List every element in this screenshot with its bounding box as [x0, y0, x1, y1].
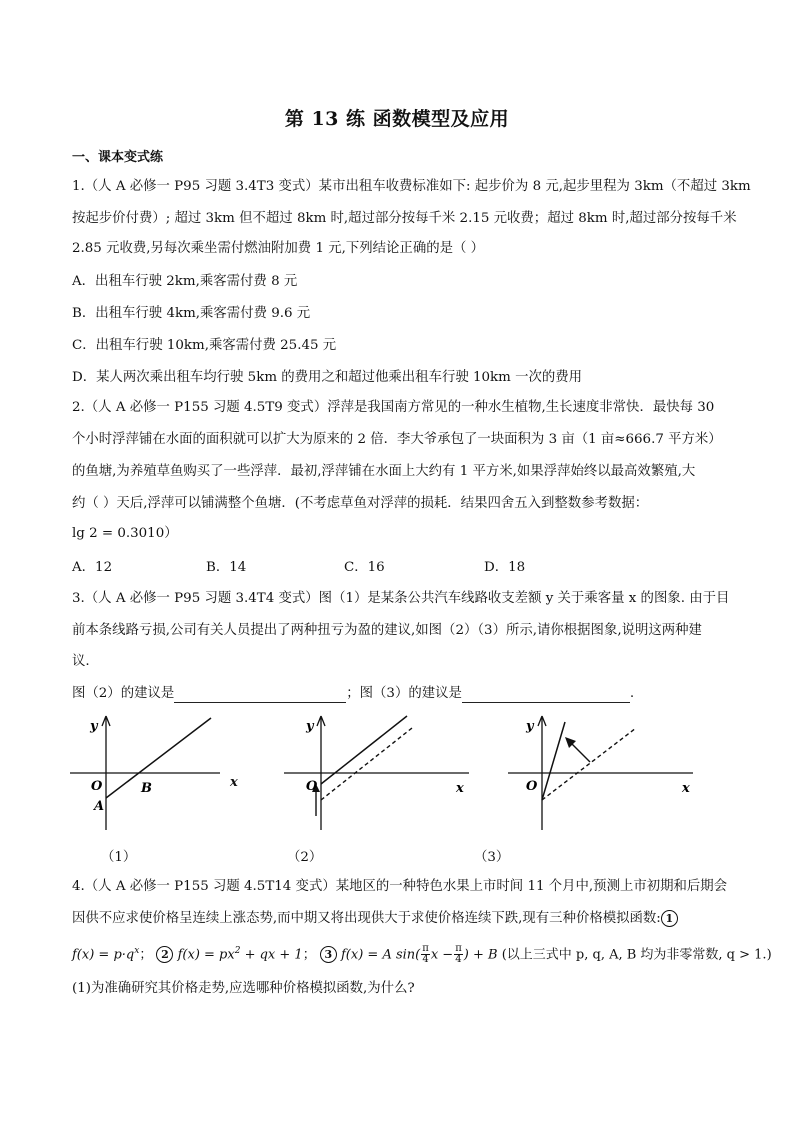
- fraction-numerator: π: [455, 943, 462, 955]
- q2-option-b: B．14: [206, 560, 247, 575]
- figure-1-caption: （1）: [101, 850, 137, 865]
- y-label: y: [306, 719, 314, 734]
- separator: ；: [302, 947, 316, 963]
- q2-line: 的鱼塘,为养殖草鱼购买了一些浮萍．最初,浮萍铺在水面上大约有 1 平方米,如果浮萍始终以最高效繁殖,大: [72, 464, 696, 479]
- figure-1-graph: [70, 712, 220, 837]
- circled-number-1: 1: [661, 910, 678, 927]
- formula-2-tail: + qx + 1: [240, 947, 303, 963]
- formula-3-head: f(x) = A sin(: [341, 947, 421, 963]
- q3-line: 议.: [72, 654, 90, 669]
- q1-option-b: B．出租车行驶 4km,乘客需付费 9.6 元: [72, 306, 311, 321]
- q1-option-c: C．出租车行驶 10km,乘客需付费 25.45 元: [72, 338, 337, 353]
- raised-line: [321, 716, 407, 784]
- q3-fill-end: .: [629, 686, 635, 701]
- formula-note: (以上三式中 p, q, A, B 均为非零常数, q > 1.): [501, 947, 772, 963]
- profit-line: [106, 718, 211, 798]
- q2-line: lg 2 = 0.3010）: [72, 526, 178, 541]
- q2-line: 个小时浮萍铺在水面的面积就可以扩大为原来的 2 倍．李大爷承包了一块面积为 3 亩（1 亩≈666.7 平方米）: [72, 432, 722, 447]
- circled-number-2: 2: [156, 946, 173, 963]
- q3-line: 前本条线路亏损,公司有关人员提出了两种扭亏为盈的建议,如图（2）（3）所示,请你根据图象,说明这两种建: [72, 623, 702, 638]
- q4-formula-line: [72, 942, 772, 965]
- q1-line: 1.（人 A 必修一 P95 习题 3.4T3 变式）某市出租车收费标准如下: 起步价为 8 元,起步里程为 3km（不超过 3km: [72, 179, 751, 194]
- origin-label: O: [306, 779, 318, 794]
- origin-label: O: [526, 779, 538, 794]
- page-title: 第 13 练 函数模型及应用: [284, 108, 510, 130]
- circled-number-3: 3: [320, 946, 337, 963]
- figure-3-graph: [508, 712, 693, 837]
- fraction-pi-over-4: [454, 944, 463, 965]
- figure-3-caption: （3）: [474, 850, 510, 865]
- q4-line: [72, 910, 678, 928]
- q2-line: 2.（人 A 必修一 P155 习题 4.5T9 变式）浮萍是我国南方常见的一种水生植物,生长速度非常快．最快每 30: [72, 400, 715, 415]
- formula-3-mid: x −: [430, 947, 454, 963]
- q3-fill-label-b: ；图（3）的建议是: [346, 686, 462, 701]
- formula-1-exponent: x: [134, 946, 140, 956]
- steep-line: [542, 722, 565, 800]
- q1-option-d: D．某人两次乘出租车均行驶 5km 的费用之和超过他乘出租车行驶 10km 一次的费用: [72, 370, 583, 385]
- q1-line: 2.85 元收费,另每次乘坐需付燃油附加费 1 元,下列结论正确的是（ ）: [72, 241, 485, 256]
- origin-label: O: [91, 779, 103, 794]
- q2-option-a: A．12: [72, 560, 113, 575]
- formula-2-exponent: 2: [234, 946, 241, 956]
- x-label: x: [456, 781, 464, 796]
- formula-1: f(x) = p·q: [72, 947, 135, 963]
- q3-answer-blank-a[interactable]: [174, 688, 346, 703]
- formula-3-tail: ) + B: [463, 947, 498, 963]
- q3-answer-blank-b[interactable]: [462, 688, 630, 703]
- separator: ；: [139, 947, 153, 963]
- figure-2-caption: （2）: [287, 850, 323, 865]
- q3-line: 3.（人 A 必修一 P95 习题 3.4T4 变式）图（1）是某条公共汽车线路收支差额 y 关于乘客量 x 的图象. 由于目: [72, 591, 730, 606]
- fraction-denominator: 4: [455, 954, 462, 966]
- y-label: y: [90, 719, 98, 734]
- x-label: x: [682, 781, 690, 796]
- figure-2-graph: [284, 712, 469, 837]
- point-a-label: A: [94, 799, 105, 814]
- q4-subquestion-1: (1)为准确研究其价格走势,应选哪种价格模拟函数,为什么?: [72, 981, 415, 996]
- section-heading: 一、课本变式练: [72, 150, 164, 165]
- x-label: x: [230, 775, 238, 790]
- point-b-label: B: [141, 781, 152, 796]
- q2-option-c: C．16: [344, 560, 385, 575]
- q4-line-text: 因供不应求使价格呈连续上涨态势,而中期又将出现供大于求使价格连续下跌,现有三种价格模拟函数:: [72, 911, 661, 926]
- q4-line: 4.（人 A 必修一 P155 习题 4.5T14 变式）某地区的一种特色水果上市时间 11 个月中,预测上市初期和后期会: [72, 879, 728, 894]
- q3-fill-label-a: 图（2）的建议是: [72, 686, 175, 701]
- formula-2: f(x) = px: [177, 947, 235, 963]
- fraction-pi-over-4: [421, 944, 430, 965]
- q3-fill-line: [72, 685, 634, 703]
- y-label: y: [526, 719, 534, 734]
- original-line: [321, 728, 412, 800]
- q2-line: 约（ ）天后,浮萍可以铺满整个鱼塘．(不考虑草鱼对浮萍的损耗．结果四舍五入到整数参考数据：: [72, 496, 649, 511]
- q2-options: [72, 556, 525, 575]
- q2-option-d: D．18: [484, 560, 526, 575]
- original-line: [542, 728, 636, 800]
- q1-option-a: A．出租车行驶 2km,乘客需付费 8 元: [72, 274, 298, 289]
- fraction-numerator: π: [422, 943, 429, 955]
- q1-line: 按起步价付费）; 超过 3km 但不超过 8km 时,超过部分按每千米 2.15 元收费；超过 8km 时,超过部分按每千米: [72, 211, 737, 226]
- fraction-denominator: 4: [422, 954, 429, 966]
